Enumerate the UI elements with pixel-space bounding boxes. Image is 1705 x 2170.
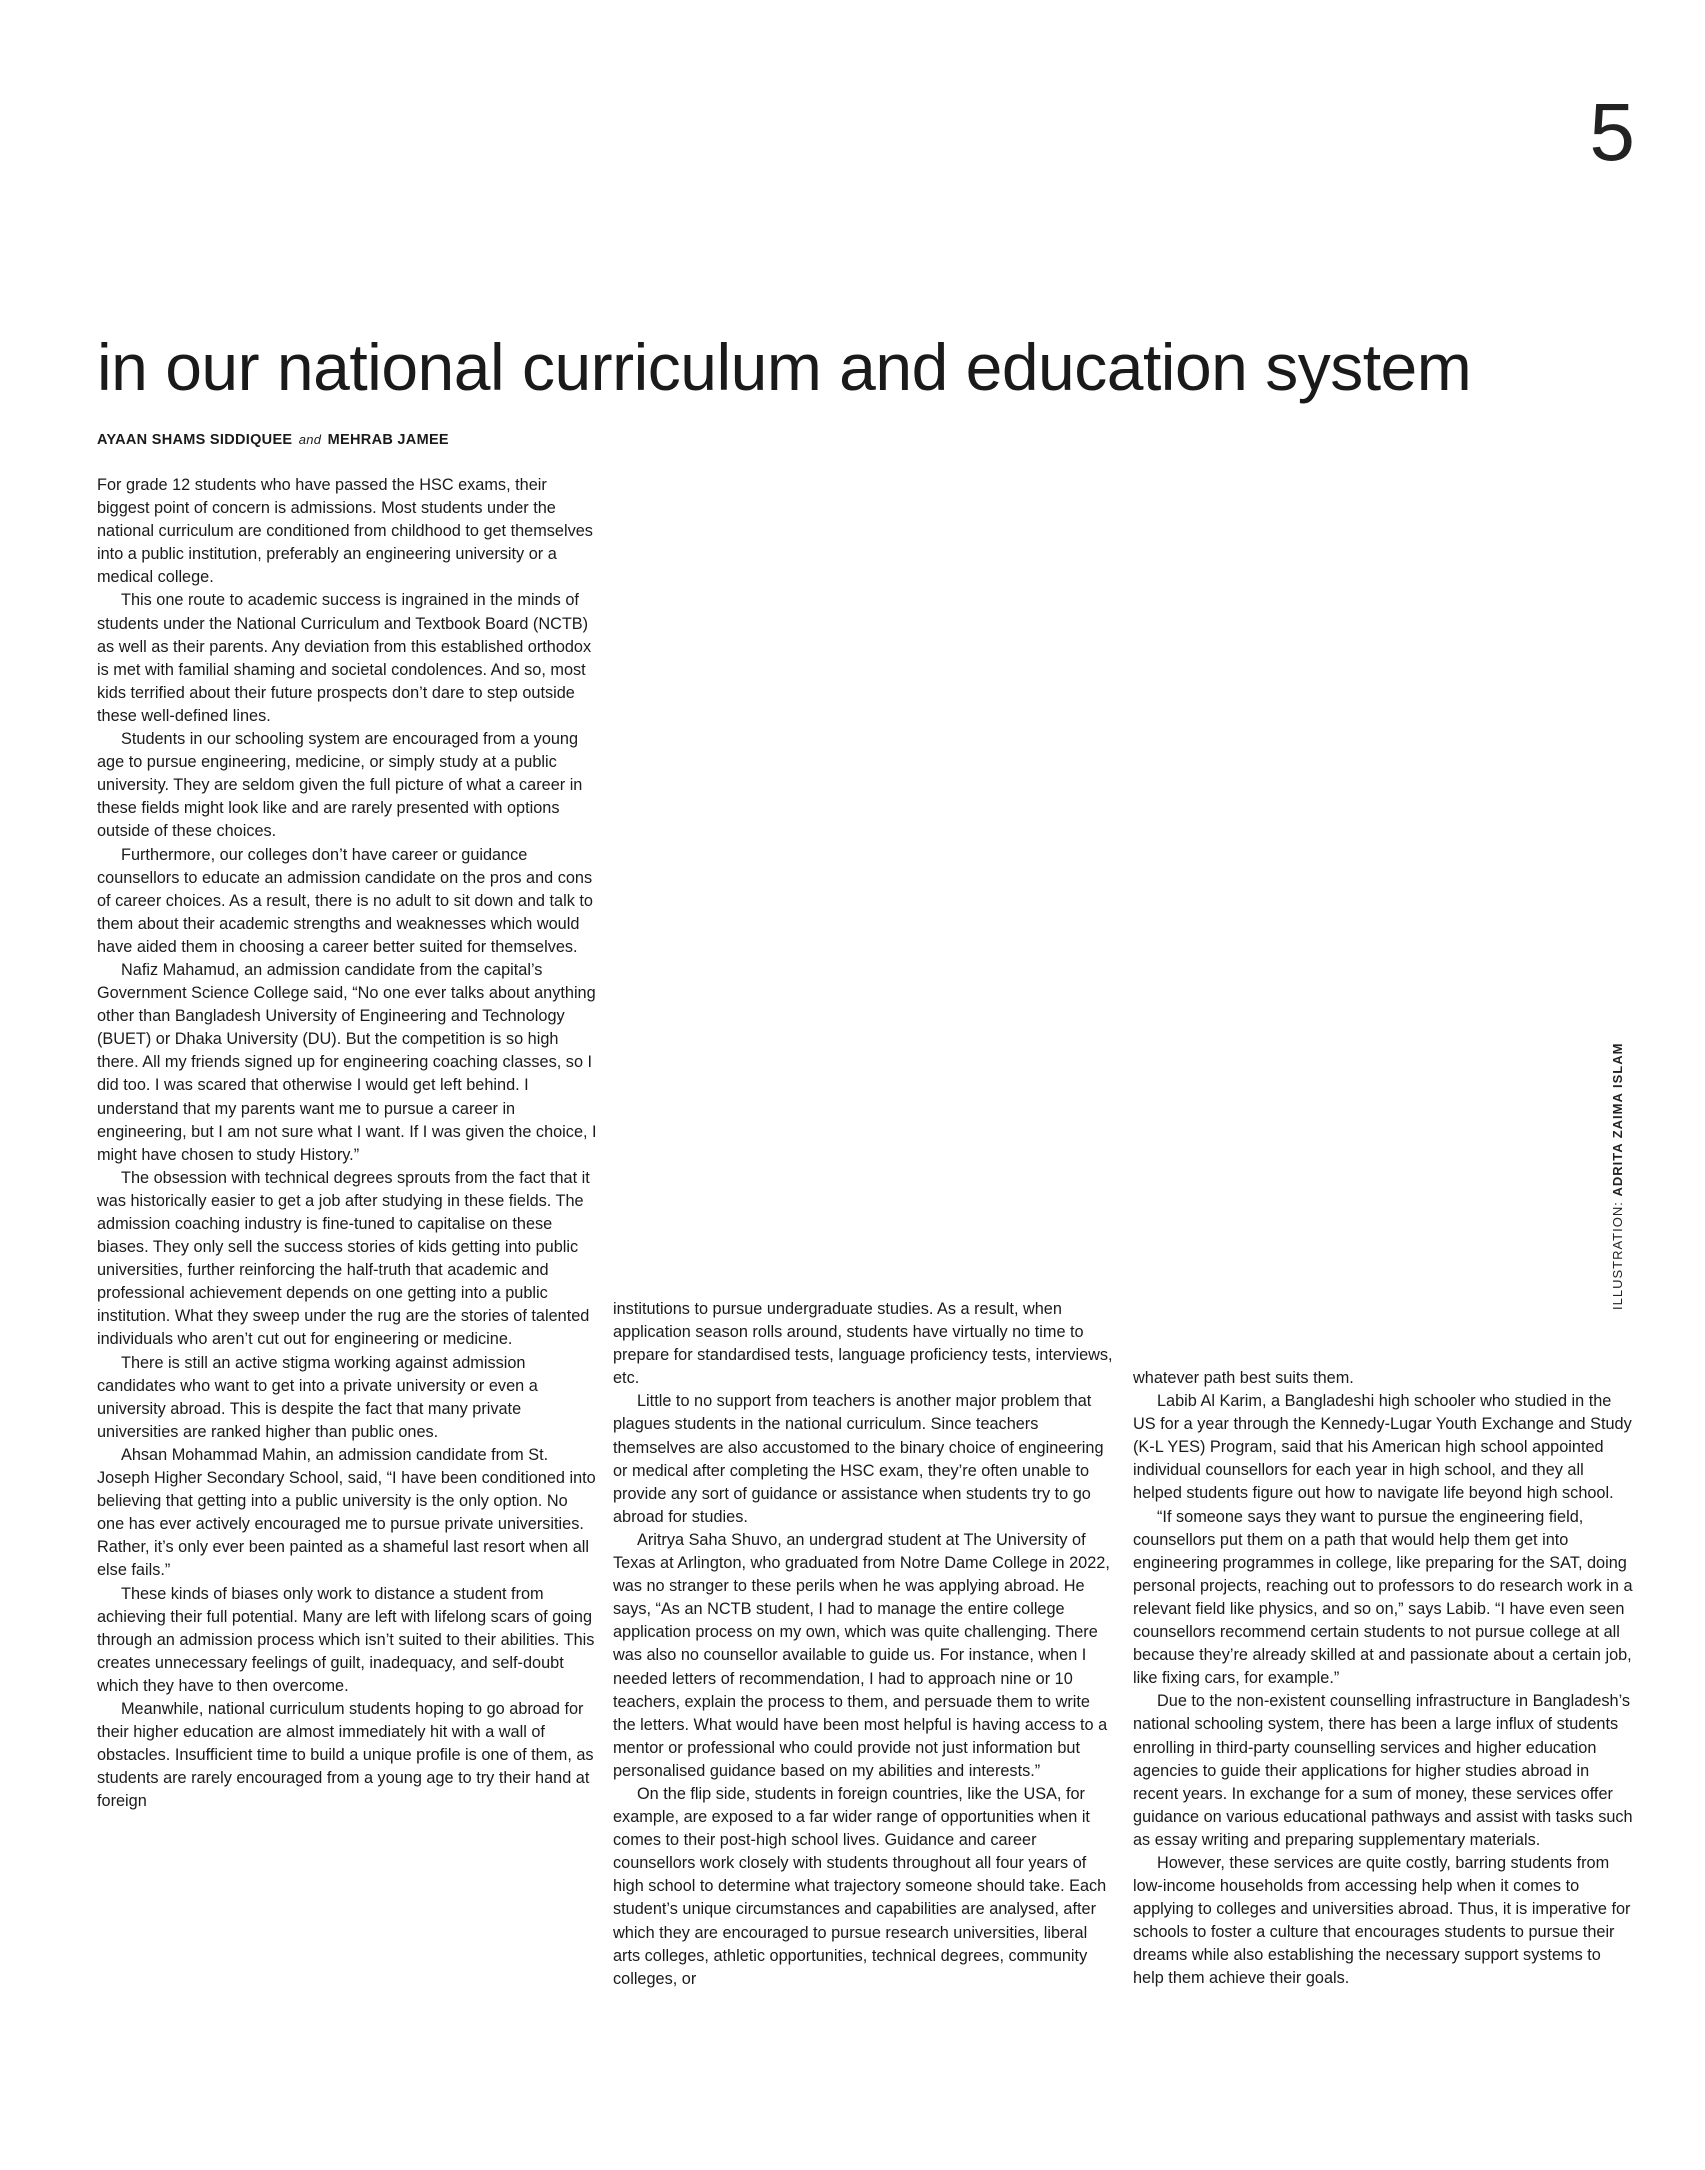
paragraph: The obsession with technical degrees sprouts from the fact that it was historically easier to get a job after studying in these fields. The admission coaching industry is fine-tuned to capitalise on these biases. They only sell the success stories of kids getting into public universities, further reinforcing the half-truth that academic and professional achievement depends on one getting into a public institution. What they sweep under the rug are the stories of talented individuals who aren’t cut out for engineering or medicine. (97, 1168, 590, 1349)
paragraph: Students in our schooling system are encouraged from a young age to pursue engineering, medicine, or simply study at a public university. They are seldom given the full picture of what a career in these fields might look like and are rarely presented with options outside of these choices. (97, 730, 583, 841)
paragraph: For grade 12 students who have passed the HSC exams, their biggest point of concern is admissions. Most students under the national curriculum are conditioned from childhood to get themselves into a public institution, preferably an engineering university or a medical college. (97, 476, 593, 587)
paragraph: whatever path best suits them. (1133, 1369, 1354, 1387)
paragraph: There is still an active stigma working against admission candidates who want to get into a private university or even a university abroad. This is despite the fact that many private universities are ranked higher than public ones. (97, 1353, 538, 1441)
byline-conjunction: and (298, 432, 322, 447)
author-2: MEHRAB JAMEE (327, 432, 449, 448)
byline (97, 432, 449, 448)
paragraph: These kinds of biases only work to distance a student from achieving their full potential. Many are left with lifelong scars of going through an admission process which isn’t suited to their abilities. This creates unnecessary feelings of guilt, inadequacy, and self-doubt which they have to then overcome. (97, 1584, 595, 1695)
illustration-credit (1610, 1043, 1625, 1310)
article-column-1 (97, 474, 597, 1813)
paragraph: On the flip side, students in foreign countries, like the USA, for example, are exposed to a far wider range of opportunities when it comes to their post-high school lives. Guidance and career counsellors work closely with students throughout all four years of high school to determine what trajectory someone should take. Each student’s unique circumstances and capabilities are analysed, after which they are encouraged to pursue research universities, liberal arts colleges, athletic opportunities, technical degrees, community colleges, or (613, 1784, 1107, 1988)
paragraph: Ahsan Mohammad Mahin, an admission candidate from St. Joseph Higher Secondary School, said, “I have been conditioned into believing that getting into a public university is the only option. No one has ever actively encouraged me to pursue private universities. Rather, it’s only ever been painted as a shameful last resort when all else fails.” (97, 1445, 596, 1580)
paragraph: Furthermore, our colleges don’t have career or guidance counsellors to educate an admission candidate on the pros and cons of career choices. As a result, there is no adult to sit down and talk to them about their academic strengths and weaknesses which would have aided them in choosing a career better suited for themselves. (97, 845, 593, 956)
paragraph: institutions to pursue undergraduate studies. As a result, when application season rolls around, students have virtually no time to prepare for standardised tests, language proficiency tests, interviews, etc. (613, 1300, 1113, 1388)
paragraph: Labib Al Karim, a Bangladeshi high schooler who studied in the US for a year through the Kennedy-Lugar Youth Exchange and Study (K-L YES) Program, said that his American high school appointed individual counsellors for each year in high school, and they all helped students figure out how to navigate life beyond high school. (1133, 1392, 1632, 1503)
paragraph: Little to no support from teachers is another major problem that plagues students in the national curriculum. Since teachers themselves are also accustomed to the binary choice of engineering or medical after completing the HSC exam, they’re often unable to provide any sort of guidance or assistance when students try to go abroad for studies. (613, 1392, 1104, 1526)
paragraph: Nafiz Mahamud, an admission candidate from the capital’s Government Science College said, “No one ever talks about anything other than Bangladesh University of Engineering and Technology (BUET) or Dhaka University (DU). But the competition is so high there. All my friends signed up for engineering coaching classes, so I did too. I was scared that otherwise I would get left behind. I understand that my parents want me to pursue a career in engineering, but I am not sure what I want. If I was given the choice, I might have chosen to study History.” (97, 960, 597, 1164)
article-column-2 (613, 1298, 1113, 1991)
page-number: 5 (1589, 87, 1635, 178)
paragraph: “If someone says they want to pursue the engineering field, counsellors put them on a path that would help them get into engineering programmes in college, like preparing for the SAT, doing personal projects, reaching out to professors to do research work in a relevant field like physics, and so on,” says Labib. “I have even seen counsellors recommend certain students to not pursue college at all because they’re already skilled at and passionate about a certain job, like fixing cars, for example.” (1133, 1507, 1633, 1688)
author-1: AYAAN SHAMS SIDDIQUEE (97, 432, 293, 448)
article-column-3 (1133, 1367, 1633, 1991)
paragraph: Meanwhile, national curriculum students hoping to go abroad for their higher education are almost immediately hit with a wall of obstacles. Insufficient time to build a unique profile is one of them, as students are rarely encouraged from a young age to try their hand at foreign (97, 1699, 594, 1811)
paragraph: However, these services are quite costly, barring students from low-income households from accessing help when it comes to applying to colleges and universities abroad. Thus, it is imperative for schools to foster a culture that encourages students to pursue their dreams while also establishing the necessary support systems to help them achieve their goals. (1133, 1853, 1631, 1988)
credit-label: ILLUSTRATION: (1610, 1196, 1625, 1310)
paragraph: Aritrya Saha Shuvo, an undergrad student at The University of Texas at Arlington, who graduated from Notre Dame College in 2022, was no stranger to these perils when he was applying abroad. He says, “As an NCTB student, I had to manage the entire college application process on my own, which was quite challenging. There was also no counsellor available to guide us. For instance, when I needed letters of recommendation, I had to approach nine or 10 teachers, explain the process to them, and persuade them to write the letters. What would have been most helpful is having access to a mentor or professional who could provide not just information but personalised guidance based on my abilities and interests.” (613, 1530, 1110, 1780)
paragraph: Due to the non-existent counselling infrastructure in Bangladesh’s national schooling system, there has been a large influx of students enrolling in third-party counselling services and higher education agencies to guide their applications for higher studies abroad in recent years. In exchange for a sum of money, these services offer guidance on various educational pathways and assist with tasks such as essay writing and preparing supplementary materials. (1133, 1692, 1633, 1849)
credit-name: ADRITA ZAIMA ISLAM (1610, 1042, 1625, 1197)
headline: in our national curriculum and education system (97, 330, 1472, 404)
paragraph: This one route to academic success is ingrained in the minds of students under the National Curriculum and Textbook Board (NCTB) as well as their parents. Any deviation from this established orthodox is met with familial shaming and societal condolences. And so, most kids terrified about their future prospects don’t dare to step outside these well-defined lines. (97, 591, 592, 725)
